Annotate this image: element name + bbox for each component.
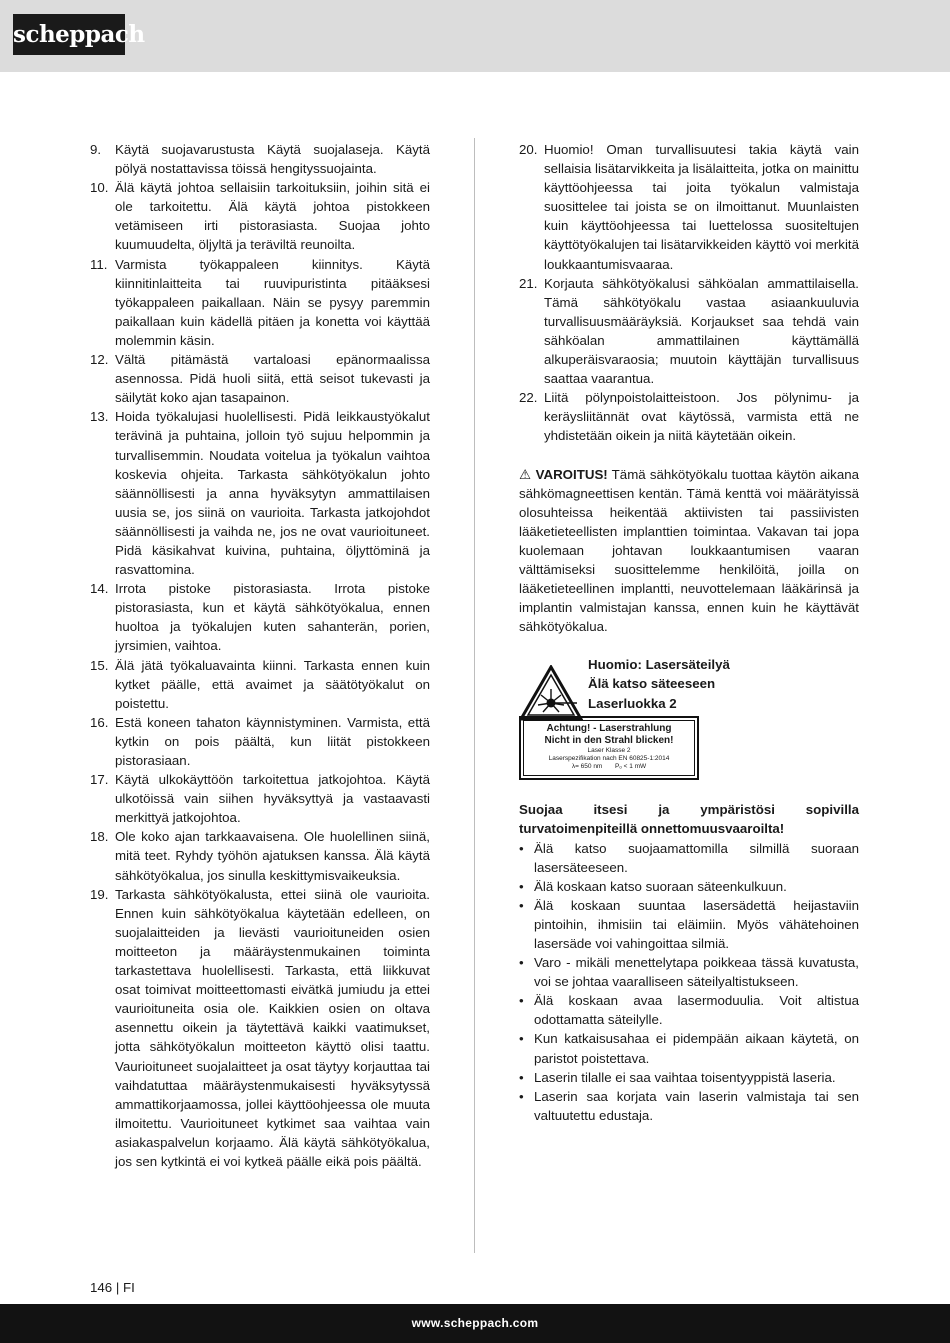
item-number: 19. bbox=[90, 886, 109, 902]
wavelength: λ= 650 nm bbox=[571, 763, 603, 771]
item-number: 10. bbox=[90, 180, 109, 196]
safety-list-right bbox=[519, 140, 859, 446]
warning-triangle-icon: ⚠ bbox=[519, 466, 532, 482]
item-number: 18. bbox=[90, 829, 109, 845]
item-text: Varmista työkappaleen kiinnitys. Käytä kiinnitinlaitteita tai ruuvipuristinta pitääksesi työkappaleen paikallaan. Näin se pysyy paremmin paikallaan kuin kädellä pitäen ja konetta voi käyttää molemmin käsin. bbox=[115, 256, 430, 348]
item-number: 12. bbox=[90, 352, 109, 368]
list-item bbox=[90, 770, 430, 827]
safety-list-left bbox=[90, 140, 430, 1171]
item-number: 16. bbox=[90, 714, 109, 730]
column-divider bbox=[474, 138, 475, 1253]
item-number: 15. bbox=[90, 657, 109, 673]
item-text: Älä jätä työkaluavainta kiinni. Tarkasta ennen kuin kytket päälle, että avaimet ja säätötyökalut on poistettu. bbox=[115, 657, 430, 711]
list-item bbox=[519, 388, 859, 445]
warning-text: Tämä sähkötyökalu tuottaa käytön aikana sähkömagneettisen kentän. Tämä kenttä voi määrätyissä olosuhteissa heikentää aktiivisten tai passiivisten lääketieteellisten implanttien toimintaa. Vakavan tai jopa kuolemaan johtavan loukkaantumisen vaaran välttämiseksi suosittelemme henkilöitä, joilla on lääketieteellinen implantti, neuvottelemaan lääkärinsä ja implantin valmistajan kanssa, ennen kuin he käyttävät sähkötyökalua. bbox=[519, 466, 860, 635]
item-number: 13. bbox=[90, 409, 109, 425]
laser-hazard-icon bbox=[519, 665, 583, 721]
list-item bbox=[90, 656, 430, 713]
laser-warning bbox=[519, 655, 859, 785]
item-text: Irrota pistoke pistorasiasta. Irrota pistoke pistorasiasta, kun et käytä sähkötyökalua, ennen huoltoa ja työkalujen kuten sahanterän, porien, jyrsimien, vaihtoa. bbox=[115, 581, 430, 654]
list-item bbox=[90, 178, 430, 254]
label-line: Nicht in den Strahl blicken! bbox=[544, 735, 674, 747]
list-item bbox=[90, 827, 430, 884]
page-header bbox=[0, 0, 950, 72]
list-item bbox=[90, 885, 430, 1171]
laser-class-label bbox=[519, 716, 699, 780]
bullet-item: • Kun katkaisusahaa ei pidempään aikaan käytetä, on paristot poistettava. bbox=[519, 1029, 859, 1067]
item-text: Huomio! Oman turvallisuutesi takia käytä vain sellaisia lisätarvikkeita ja lisälaitteita, jotka on mainittu käyttöohjeessa tai joita työkalun valmistaja suosittelee tai joista se on ilmoittanut. Muunlaisten kuin käyttöohjeessa tai luettelossa suositeltujen käyttötyökalujen tai lisätarvikkeiden käyttö voi merkitä loukkaantumisvaaraa. bbox=[544, 142, 859, 272]
item-number: 17. bbox=[90, 772, 109, 788]
laser-caption bbox=[588, 655, 730, 712]
laser-caption-line: Huomio: Lasersäteilyä bbox=[588, 657, 730, 673]
item-number: 22. bbox=[519, 390, 538, 406]
item-text: Käytä ulkokäyttöön tarkoitettua jatkojohtoa. Käytä ulkotöissä vain siihen hyväksyttyä ja vastaavasti merkittyä jatkojohtoa. bbox=[115, 772, 430, 826]
item-text: Liitä pölynpoistolaitteistoon. Jos pölynimu- ja keräysliitännät ovat käytössä, varmista että ne yhdistetään oikein ja niitä käytetään oikein. bbox=[544, 390, 859, 444]
page-footer bbox=[0, 1304, 950, 1343]
bullet-item: • Laserin saa korjata vain laserin valmistaja tai sen valtuutettu edustaja. bbox=[519, 1087, 859, 1125]
page-number: 146 | FI bbox=[90, 1280, 135, 1295]
website-link[interactable]: www.scheppach.com bbox=[411, 1316, 539, 1330]
item-number: 14. bbox=[90, 581, 109, 597]
item-number: 21. bbox=[519, 275, 538, 291]
laser-caption-line: Laserluokka 2 bbox=[588, 695, 677, 711]
list-item bbox=[90, 350, 430, 407]
list-item bbox=[90, 579, 430, 655]
bullet-item: • Varo - mikäli menettelytapa poikkeaa tässä kuvatusta, voi se johtaa vaaralliseen säteilyaltistukseen. bbox=[519, 953, 859, 991]
scheppach-logo: scheppach bbox=[13, 14, 125, 55]
item-text: Ole koko ajan tarkkaavaisena. Ole huolellinen siinä, mitä teet. Ryhdy työhön ajatuksen kanssa. Älä käytä sähkötyökalua, jos sinulla keskittymisvaikeuksia. bbox=[115, 829, 430, 883]
list-item bbox=[90, 407, 430, 579]
label-line: Achtung! - Laserstrahlung bbox=[546, 723, 672, 735]
laser-caption-line: Älä katso säteeseen bbox=[588, 676, 716, 692]
item-text: Älä käytä johtoa sellaisiin tarkoituksiin, joihin sitä ei ole tarkoitettu. Älä käytä johtoa pistokkeen vetämiseen irti pistorasiasta. Suojaa johto kuumuudelta, öljyltä ja teräviltä reunoilta. bbox=[115, 180, 430, 253]
bullet-item: • Laserin tilalle ei saa vaihtaa toisentyyppistä laseria. bbox=[519, 1068, 859, 1087]
laser-safety-bullets bbox=[519, 839, 859, 1125]
item-number: 11. bbox=[90, 256, 108, 272]
protect-heading: Suojaa itsesi ja ympäristösi sopivilla turvatoimenpiteillä onnettomuusvaaroilta! bbox=[519, 802, 859, 837]
bullet-item: • Älä koskaan avaa lasermoduulia. Voit altistua odottamatta säteilylle. bbox=[519, 991, 859, 1029]
warning-title: VAROITUS! bbox=[535, 466, 608, 482]
list-item bbox=[90, 140, 430, 178]
bullet-item: • Älä koskaan suuntaa lasersädettä heijastaviin pintoihin, ihmisiin tai eläimiin. Myös vähätehoinen lasersäde voi vahingoittaa silmiä. bbox=[519, 896, 859, 953]
item-text: Hoida työkalujasi huolellisesti. Pidä leikkaustyökalut terävinä ja puhtaina, jolloin työ sujuu helpommin ja turvallisemmin. Noudata voitelua ja työkalun vaihtoa koskevia ohjeita. Tarkasta sähkötyökalun johto säännöllisesti ja anna hyväksytyn ammattilaisen uusia se, jos siinä on vaurioita. Tarkasta jatkojohdot säännöllisesti ja vaihda ne, jos ne ovat vaurioituneet. Pidä käsikahvat kuivina, puhtaina, öljyttöminä ja rasvattomina. bbox=[115, 409, 430, 578]
right-column bbox=[519, 140, 859, 1125]
item-number: 20. bbox=[519, 142, 538, 157]
item-text: Vältä pitämästä vartaloasi epänormaalissa asennossa. Pidä huoli siitä, että seisot tukevasti ja säilytät koko ajan tasapainon. bbox=[115, 352, 430, 406]
emf-warning bbox=[519, 465, 859, 637]
list-item bbox=[90, 713, 430, 770]
laser-label-inner bbox=[523, 720, 695, 776]
item-text: Estä koneen tahaton käynnistyminen. Varmista, että kytkin on pois päältä, kun liität pistokkeen pistorasiaan. bbox=[115, 714, 430, 768]
label-line: Laserspezifikation nach EN 60825-1:2014 bbox=[548, 755, 670, 763]
label-spec-row bbox=[524, 763, 694, 771]
list-item bbox=[519, 140, 859, 274]
list-item bbox=[519, 274, 859, 389]
bullet-item: • Älä katso suojaamattomilla silmillä suoraan lasersäteeseen. bbox=[519, 839, 859, 877]
label-line: Laser Klasse 2 bbox=[587, 747, 631, 755]
bullet-item: • Älä koskaan katso suoraan säteenkulkuun. bbox=[519, 877, 859, 896]
left-column bbox=[90, 140, 430, 1171]
item-number: 9. bbox=[90, 142, 102, 157]
item-text: Käytä suojavarustusta Käytä suojalaseja. Käytä pölyä nostattavissa töissä hengityssuojainta. bbox=[115, 142, 430, 177]
item-text: Tarkasta sähkötyökalusta, ettei siinä ole vaurioita. Ennen kuin sähkötyökalua käytetään edelleen, on suojalaitteiden ja lievästi vaurioituneiden osien moitteeton ja määräystenmukainen toiminta tarkastettava huolellisesti. Tarkasta, että liikkuvat osat toimivat moitteettomasti eivätkä jumiudu ja ettei vaurioituneita osia ole. Kaikkien osien on oltava asennettu oikein ja täytettävä kaikki vaatimukset, jotta sähkötyökalun moitteeton käyttö olisi taattu. Vaurioituneet suojalaitteet ja osat täytyy korjauttaa tai vaihdatuttaa määräystenmukaisesti hyväksytyssä ammattikorjaamossa, jollei käyttöohjeessa ole muuta ilmoitettu. Vaurioituneet kytkimet saa vaihtaa vain asiakaspalvelun korjaamo. Älä käytä sähkötyökalua, jos sen kytkintä ei voi kytkeä päälle eikä pois päältä. bbox=[115, 886, 430, 1169]
list-item bbox=[90, 255, 430, 350]
power: Pₒ < 1 mW bbox=[615, 763, 647, 771]
item-text: Korjauta sähkötyökalusi sähköalan ammattilaisella. Tämä sähkötyökalu vastaa asiaankuuluvia turvallisuusmääräyksiä. Korjaukset saa tehdä vain sähköalan ammattilainen käyttämällä alkuperäisvaraosia; muutoin käyttäjän turvallisuus saattaa vaarantua. bbox=[544, 275, 859, 387]
